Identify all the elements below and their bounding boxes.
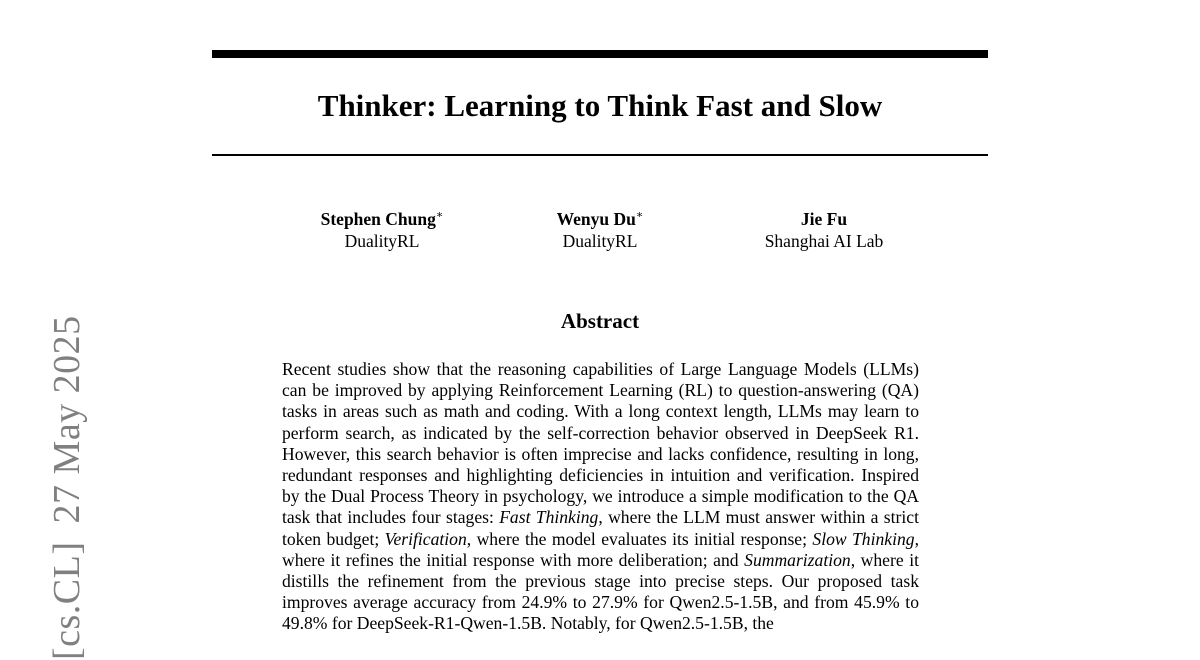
author-affiliation: DualityRL [562,231,638,251]
author-block [212,208,988,258]
stage-verification: Verification [384,528,467,549]
author-affiliation: Shanghai AI Lab [764,231,884,251]
author-jie-fu [765,208,884,252]
author-stephen-chung [321,208,444,252]
paper-title: Thinker: Learning to Think Fast and Slow [317,88,883,123]
stage-summarization: Summarization [744,549,851,570]
abstract-text: Recent studies show that the reasoning capabilities of Large Language Models (LLMs) can be improved by applying Reinforcement Learning (RL) to question-answering (QA) tasks in areas such as math and coding. With a long context length, LLMs may learn to perform search, as indicated by the self-correction behavior observed in DeepSeek R1. However, this search behavior is often imprecise and lacks confidence, resulting in long, redundant responses and highlighting deficiencies in intuition and verification. Inspired by the Dual Process Theory in psychology, we introduce a simple modification to the QA task that includes four stages: Fast Thinking, where the LLM must answer within a strict token budget; Verification, where the model evaluates its initial response; Slow Thinking, where it refines the initial response with more deliberation; and Summarization, where it distills the refinement from the previous stage into precise steps. Our proposed task improves average accuracy from 24.9% to 27.9% for Qwen2.5-1.5B, and from 45.9% to 49.8% for DeepSeek-R1-Qwen-1.5B. Notably, for Qwen2.5-1.5B, the [282,359,919,634]
stage-slow-thinking: Slow Thinking [812,528,915,549]
stage-fast-thinking: Fast Thinking [499,507,599,528]
arxiv-date: 27 May 2025 [46,315,88,524]
title-top-rule [212,50,988,58]
arxiv-category: [cs.CL] [46,541,88,660]
arxiv-sidebar-stamp [47,297,87,660]
equal-contribution-mark: ∗ [435,209,444,222]
title-bottom-rule [212,154,988,156]
author-name: Stephen Chung∗ [320,209,444,229]
author-affiliation: DualityRL [344,231,420,251]
author-wenyu-du [557,208,644,252]
author-name: Wenyu Du∗ [556,209,644,229]
abstract-heading: Abstract [560,309,640,333]
author-name: Jie Fu [800,209,848,229]
equal-contribution-mark: ∗ [635,209,644,222]
